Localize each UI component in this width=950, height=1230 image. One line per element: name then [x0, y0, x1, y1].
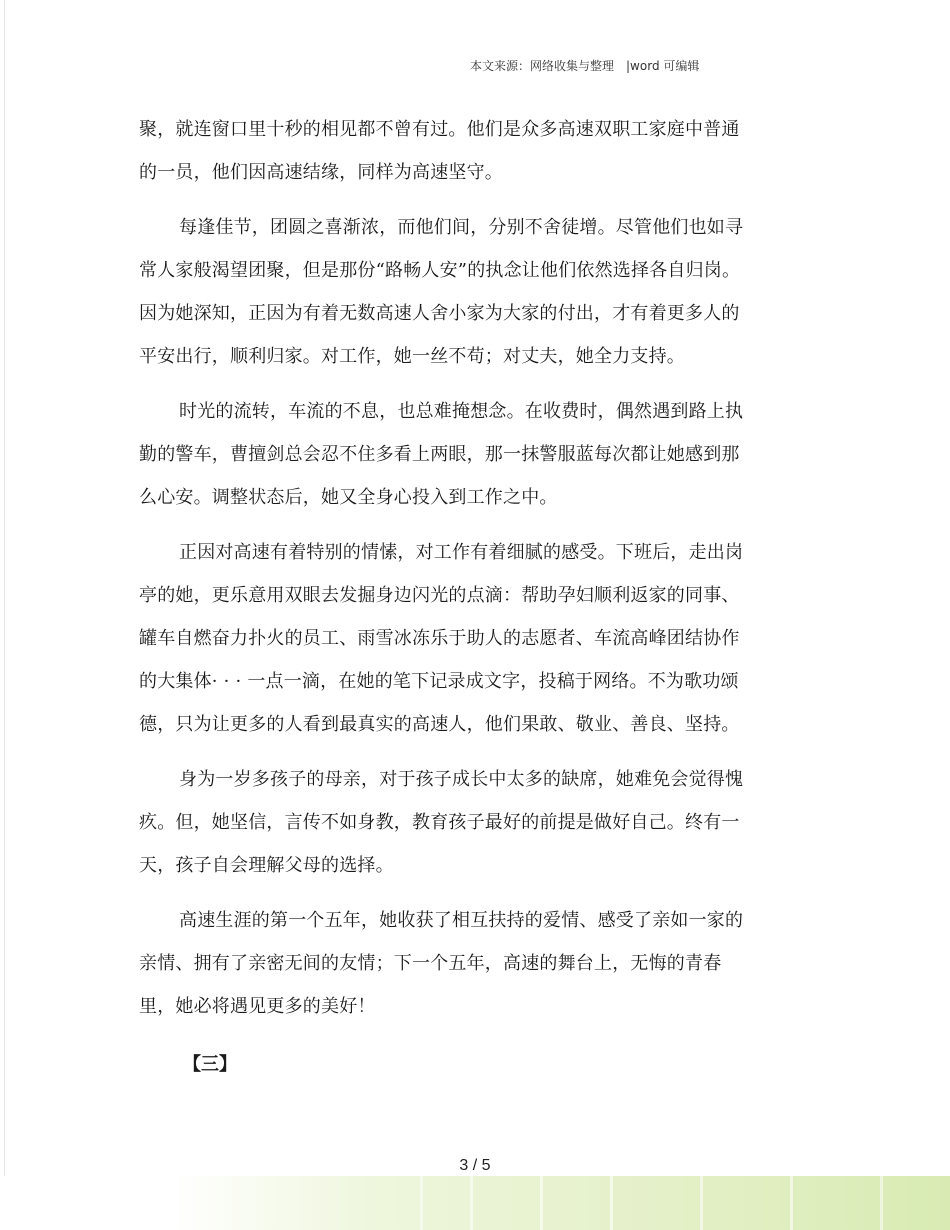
section-heading: 【三】 — [183, 1054, 237, 1075]
paragraph: 时光的流转，车流的不息，也总难掩想念。在收费时，偶然遇到路上执勤的警车，曹擅剑总会忍不住多看上两眼，那一抹警服蓝每次都让她感到那么心安。调整状态后，她又全身心投入到工作之中。 — [139, 401, 744, 508]
body-text — [139, 108, 751, 1028]
paragraph: 身为一岁多孩子的母亲，对于孩子成长中太多的缺席，她难免会觉得愧疚。但，她坚信，言传不如身教，教育孩子最好的前提是做好自己。终有一天，孩子自会理解父母的选择。 — [139, 769, 744, 876]
paragraph: 高速生涯的第一个五年，她收获了相互扶持的爱情、感受了亲如一家的亲情、拥有了亲密无间的友情；下一个五年，高速的舞台上，无悔的青春里，她必将遇见更多的美好！ — [139, 910, 744, 1017]
paragraph: 聚，就连窗口里十秒的相见都不曾有过。他们是众多高速双职工家庭中普通的一员，他们因高速结缘，同样为高速坚守。 — [139, 119, 740, 183]
header-source: 本文来源：网络收集与整理 — [470, 59, 615, 73]
footer-decoration — [0, 1176, 950, 1230]
header-edit-note: |word 可编辑 — [626, 59, 700, 73]
page-number: 3 / 5 — [459, 1157, 491, 1174]
page-header — [470, 57, 699, 74]
paragraph: 每逢佳节，团圆之喜渐浓，而他们间，分别不舍徒增。尽管他们也如寻常人家般渴望团聚，但是那份“路畅人安”的执念让他们依然选择各自归岗。因为她深知，正因为有着无数高速人舍小家为大家的付出，才有着更多人的平安出行，顺利归家。对工作，她一丝不苟；对丈夫，她全力支持。 — [139, 217, 744, 367]
paragraph: 正因对高速有着特别的情愫，对工作有着细腻的感受。下班后，走出岗亭的她，更乐意用双眼去发掘身边闪光的点滴：帮助孕妇顺利返家的同事、罐车自燃奋力扑火的员工、雨雪冰冻乐于助人的志愿者、车流高峰团结协作的大集体· · · 一点一滴，在她的笔下记录成文字，投稿于网络。不为歌功颂德，只为让更多的人看到最真实的高速人，他们果敢、敬业、善良、坚持。 — [139, 542, 744, 735]
